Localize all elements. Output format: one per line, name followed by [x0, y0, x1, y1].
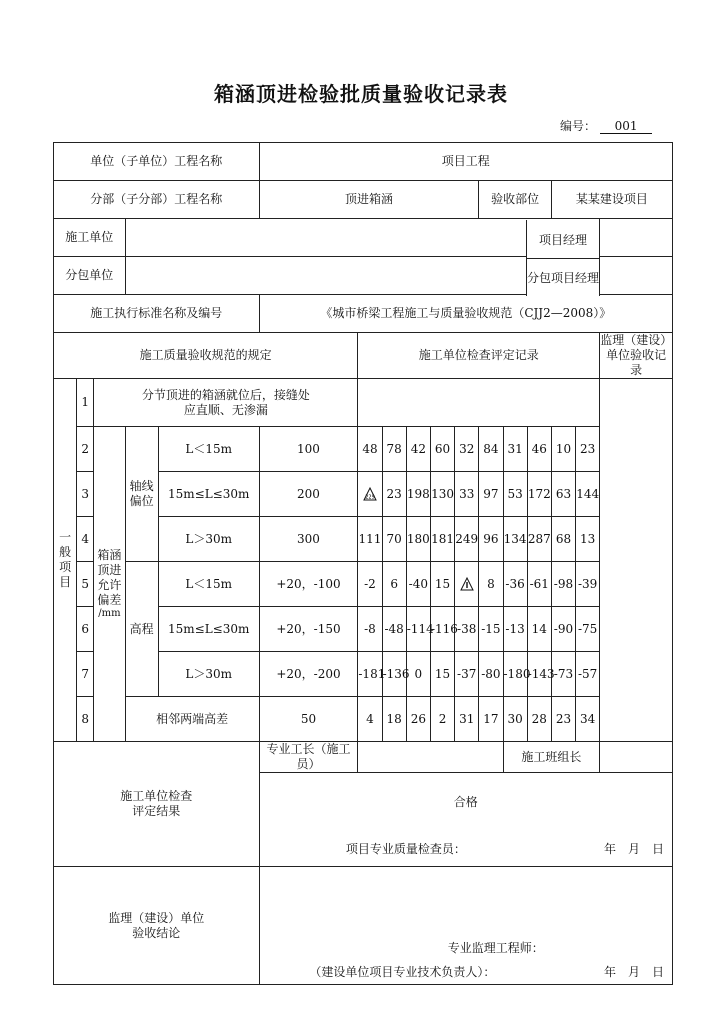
measured-value[interactable]: 31 — [503, 427, 527, 472]
unit-row — [54, 143, 673, 181]
measured-value[interactable]: 287 — [527, 517, 551, 562]
owner-tech-lead-label: （建设单位项目专业技术负责人）： — [259, 961, 527, 985]
condition: L＞30m — [158, 517, 259, 562]
division-name-value[interactable]: 顶进箱涵 — [259, 181, 479, 219]
standard-row — [54, 295, 673, 333]
measured-value[interactable]: -90 — [551, 607, 575, 652]
serial-label: 编号： — [560, 119, 597, 133]
measured-value[interactable]: 15 — [430, 652, 454, 697]
group-label-line-4: 偏差 — [97, 592, 122, 607]
general-items-label — [54, 379, 77, 742]
form-title: 箱涵顶进检验批质量验收记录表 — [214, 82, 508, 106]
measured-value[interactable]: 28 — [527, 697, 551, 742]
measured-value-flagged[interactable] — [455, 562, 479, 607]
unit-name-label: 单位（子单位）工程名称 — [54, 143, 260, 181]
measured-value[interactable]: 15 — [430, 562, 454, 607]
measured-value[interactable]: 53 — [503, 472, 527, 517]
standard-label: 施工执行标准名称及编号 — [54, 295, 260, 333]
measured-value[interactable]: 181 — [430, 517, 454, 562]
column-header-row — [54, 333, 673, 379]
measured-value[interactable]: 42 — [406, 427, 430, 472]
sub-pm-label: 分包项目经理 — [526, 258, 600, 296]
measured-value[interactable]: 23 — [551, 697, 575, 742]
elevation-label: 高程 — [125, 562, 158, 697]
measured-value[interactable]: 14 — [527, 607, 551, 652]
measured-value[interactable]: -8 — [358, 607, 382, 652]
measured-value[interactable]: 97 — [479, 472, 503, 517]
item-1-description — [94, 379, 358, 427]
measured-value[interactable]: 0 — [406, 652, 430, 697]
measured-value[interactable]: 4 — [358, 697, 382, 742]
measured-value[interactable]: 68 — [551, 517, 575, 562]
axis-offset-label — [125, 427, 158, 562]
condition: 相邻两端高差 — [125, 697, 259, 742]
measured-value[interactable]: -80 — [479, 652, 503, 697]
measured-value[interactable]: 31 — [455, 697, 479, 742]
measured-value[interactable]: -38 — [455, 607, 479, 652]
supervising-engineer-label: 专业监理工程师： — [259, 937, 672, 961]
inspection-result-label — [54, 742, 260, 867]
group-label-line-1: 箱涵 — [97, 547, 122, 562]
measured-value[interactable]: -13 — [503, 607, 527, 652]
group-label-unit: /mm — [98, 607, 121, 619]
item-no: 7 — [77, 652, 94, 697]
measured-value-flagged[interactable] — [358, 472, 382, 517]
box-culvert-group-label — [94, 427, 125, 742]
team-leader-label: 施工班组长 — [503, 742, 600, 773]
measured-value[interactable]: 26 — [406, 697, 430, 742]
measured-value[interactable]: 32 — [455, 427, 479, 472]
inspection-conclusion[interactable]: 合格 — [259, 773, 672, 833]
spec-column-header: 施工质量验收规范的规定 — [54, 333, 358, 379]
group-label-line-2: 顶进 — [97, 562, 122, 577]
inspection-date: 年 月 日 — [527, 833, 672, 867]
allowance: 300 — [259, 517, 358, 562]
measured-value[interactable]: 249 — [455, 517, 479, 562]
measured-value[interactable]: 6 — [382, 562, 406, 607]
measured-value[interactable]: 33 — [455, 472, 479, 517]
measured-value[interactable]: 134 — [503, 517, 527, 562]
condition: 15m≤L≤30m — [158, 472, 259, 517]
measured-value[interactable]: -36 — [503, 562, 527, 607]
measured-value[interactable]: 70 — [382, 517, 406, 562]
general-label-char-4: 目 — [59, 575, 72, 589]
general-label-char-3: 项 — [59, 560, 72, 574]
inspector-label: 项目专业质量检查员： — [259, 833, 527, 867]
measured-value[interactable]: 60 — [430, 427, 454, 472]
measured-value[interactable]: -61 — [527, 562, 551, 607]
measured-value[interactable]: 46 — [527, 427, 551, 472]
sub-pm-value[interactable] — [600, 257, 673, 295]
measured-value[interactable]: -37 — [455, 652, 479, 697]
supervision-date: 年 月 日 — [527, 961, 672, 985]
measured-value[interactable]: 84 — [479, 427, 503, 472]
measured-value[interactable]: -15 — [479, 607, 503, 652]
condition: L＞30m — [158, 652, 259, 697]
measured-value[interactable]: 96 — [479, 517, 503, 562]
measured-value[interactable]: -75 — [576, 607, 600, 652]
allowance: +20，-200 — [259, 652, 358, 697]
general-label-char-2: 般 — [59, 545, 72, 559]
measured-value[interactable]: -98 — [551, 562, 575, 607]
supervision-header-line-2: 单位验收记录 — [606, 348, 667, 377]
measured-value[interactable]: 78 — [382, 427, 406, 472]
item-no: 2 — [77, 427, 94, 472]
measured-value[interactable]: 111 — [358, 517, 382, 562]
inspection-label-line-2: 评定结果 — [132, 804, 181, 818]
unit-name-value[interactable]: 项目工程 — [259, 143, 672, 181]
team-leader-value[interactable] — [600, 742, 673, 773]
serial-value: 001 — [600, 119, 652, 134]
condition: 15m≤L≤30m — [158, 607, 259, 652]
item-no: 1 — [77, 379, 94, 427]
measured-value[interactable]: -180 — [503, 652, 527, 697]
pm-label: 项目经理 — [526, 220, 600, 258]
measured-value[interactable]: 2 — [430, 697, 454, 742]
allowance: 100 — [259, 427, 358, 472]
foreman-label: 专业工长（施工员） — [259, 742, 358, 773]
measured-value[interactable]: 17 — [479, 697, 503, 742]
condition: L＜15m — [158, 562, 259, 607]
measured-value[interactable]: 23 — [576, 427, 600, 472]
check-column-header: 施工单位检查评定记录 — [358, 333, 600, 379]
supervision-header-line-1: 监理（建设） — [600, 333, 673, 347]
item-1-text-line-1: 分节顶进的箱涵就位后，接缝处 — [141, 387, 310, 402]
measured-value[interactable]: 8 — [479, 562, 503, 607]
supervision-conclusion-label — [54, 867, 260, 985]
signature-row — [54, 742, 673, 773]
measured-value[interactable]: 34 — [576, 697, 600, 742]
measured-value[interactable]: -143 — [527, 652, 551, 697]
standard-value[interactable]: 《城市桥梁工程施工与质量验收规范（CJJ2—2008）》 — [259, 295, 672, 333]
allowance: 200 — [259, 472, 358, 517]
group-label-line-3: 允许 — [97, 577, 122, 592]
item-row-5 — [54, 562, 673, 607]
measured-value[interactable]: 198 — [406, 472, 430, 517]
supervision-top-row — [54, 867, 673, 937]
division-name-label: 分部（子分部）工程名称 — [54, 181, 260, 219]
acceptance-part-label: 验收部位 — [479, 181, 552, 219]
item-no: 6 — [77, 607, 94, 652]
pm-value[interactable] — [600, 219, 673, 257]
contractor-label: 施工单位 — [54, 219, 126, 257]
item-1-text-line-2: 应直顺、无渗漏 — [183, 402, 268, 417]
measured-value[interactable]: -136 — [382, 652, 406, 697]
supervision-label-line-1: 监理（建设）单位 — [108, 910, 205, 925]
condition: L＜15m — [158, 427, 259, 472]
measured-value[interactable]: -116 — [430, 607, 454, 652]
allowance: +20，-100 — [259, 562, 358, 607]
item-row-1 — [54, 379, 673, 427]
warning-triangle-icon — [460, 577, 474, 591]
warning-triangle-icon — [363, 487, 377, 501]
measured-value[interactable]: 144 — [576, 472, 600, 517]
item-no: 3 — [77, 472, 94, 517]
measured-value[interactable]: 48 — [358, 427, 382, 472]
measured-value[interactable]: -48 — [382, 607, 406, 652]
measured-value[interactable]: -181 — [358, 652, 382, 697]
acceptance-part-value[interactable]: 某某建设项目 — [551, 181, 672, 219]
measured-value[interactable]: 18 — [382, 697, 406, 742]
supervision-label-line-2: 验收结论 — [132, 925, 181, 940]
measured-value[interactable]: -114 — [406, 607, 430, 652]
item-row-8 — [54, 697, 673, 742]
supervision-conclusion-value[interactable] — [259, 867, 672, 937]
supervision-record-cell[interactable] — [600, 379, 673, 742]
measured-value[interactable]: 130 — [430, 472, 454, 517]
serial-number — [560, 117, 652, 134]
division-row — [54, 181, 673, 219]
supervision-column-header — [600, 333, 673, 379]
item-no: 5 — [77, 562, 94, 607]
measured-value[interactable]: -57 — [576, 652, 600, 697]
inspection-label-line-1: 施工单位检查 — [120, 789, 193, 803]
item-no: 8 — [77, 697, 94, 742]
measured-value[interactable]: 180 — [406, 517, 430, 562]
item-1-check-record[interactable] — [358, 379, 600, 427]
allowance: 50 — [259, 697, 358, 742]
subcontractor-label: 分包单位 — [54, 257, 126, 295]
measured-value[interactable]: 172 — [527, 472, 551, 517]
measured-value[interactable]: 63 — [551, 472, 575, 517]
foreman-value[interactable] — [358, 742, 503, 773]
measured-value[interactable]: -73 — [551, 652, 575, 697]
measured-value[interactable]: -40 — [406, 562, 430, 607]
axis-label-line-1: 轴线 — [129, 479, 154, 493]
axis-label-line-2: 偏位 — [129, 494, 154, 508]
measured-value[interactable]: 30 — [503, 697, 527, 742]
allowance: +20，-150 — [259, 607, 358, 652]
measured-value[interactable]: 10 — [551, 427, 575, 472]
flagged-value-text: 229 — [365, 494, 375, 501]
item-no: 4 — [77, 517, 94, 562]
measured-value[interactable]: -39 — [576, 562, 600, 607]
measured-value[interactable]: 23 — [382, 472, 406, 517]
general-label-char-1: 一 — [59, 530, 72, 544]
item-row-2 — [54, 427, 673, 472]
measured-value[interactable]: 13 — [576, 517, 600, 562]
measured-value[interactable]: -2 — [358, 562, 382, 607]
